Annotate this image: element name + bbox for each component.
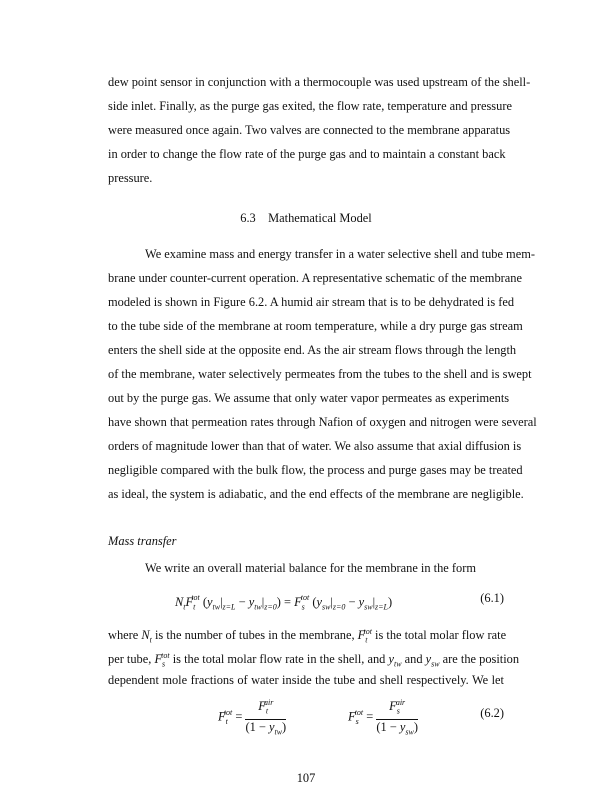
text-line: modeled is shown in Figure 6.2. A humid air stream that is to be dehydrated is fed [108,295,515,309]
equation-6-2-shell: $F_s^{tot}$ = $\frac{F_s^{air}}{(1 - y_{sw})}$ [348,698,418,737]
text-line: negligible compared with the bulk flow, the process and purge gases may be treated [108,463,523,477]
text-line: as ideal, the system is adiabatic, and the end effects of the membrane are negligible. [108,487,524,501]
text-line: where $N_t$ is the number of tubes in the membrane, $F_t^{tot}$ is the total molar flow rate [108,627,507,645]
text-line: have shown that permeation rates through Nafion of oxygen and nitrogen were several [108,415,537,429]
equation-6-2-tube: $F_t^{tot}$ = $\frac{F_t^{air}}{(1 - y_{tw})}$ [218,698,287,737]
text-line: brane under counter-current operation. A representative schematic of the membrane [108,271,522,285]
text-line: were measured once again. Two valves are connected to the membrane apparatus [108,123,511,137]
text-line: pressure. [108,171,153,185]
text-line: in order to change the flow rate of the purge gas and to maintain a constant back [108,147,506,161]
text-line: We examine mass and energy transfer in a water selective shell and tube mem- [145,247,535,261]
page-number: 107 [296,771,316,785]
equation-number: (6.2) [480,706,504,720]
subsection-heading: Mass transfer [108,534,177,548]
text-line: of the membrane, water selectively permeates from the tubes to the shell and is swept [108,367,532,381]
text-line: out by the purge gas. We assume that only water vapor permeates as experiments [108,391,510,405]
equation-6-1: $N_tF_t^{tot}$ $(y_{tw}|_{z=L} - y_{tw}|_{z=0}) = F_s^{tot}$ $(y_{sw}|_{z=0} - y_{sw}|_{z=L})$ [175,593,393,612]
equation-number: (6.1) [480,591,504,605]
text-line: orders of magnitude lower than that of water. We also assume that axial diffusion is [108,439,522,453]
text-line: side inlet. Finally, as the purge gas exited, the flow rate, temperature and pressure [108,99,512,113]
text-line: dew point sensor in conjunction with a thermocouple was used upstream of the shell- [108,75,531,89]
text-line: to the tube side of the membrane at room temperature, while a dry purge gas stream [108,319,523,333]
section-heading: 6.3 Mathematical Model [240,211,372,225]
text-line: dependent mole fractions of water inside the tube and shell respectively. We let [108,673,504,687]
text-line: We write an overall material balance for the membrane in the form [145,561,476,575]
text-line: enters the shell side at the opposite end. As the air stream flows through the length [108,343,517,357]
text-line: per tube, $F_s^{tot}$ is the total molar flow rate in the shell, and $y_{tw}$ and $y_{sw}$ are the position [108,651,520,669]
